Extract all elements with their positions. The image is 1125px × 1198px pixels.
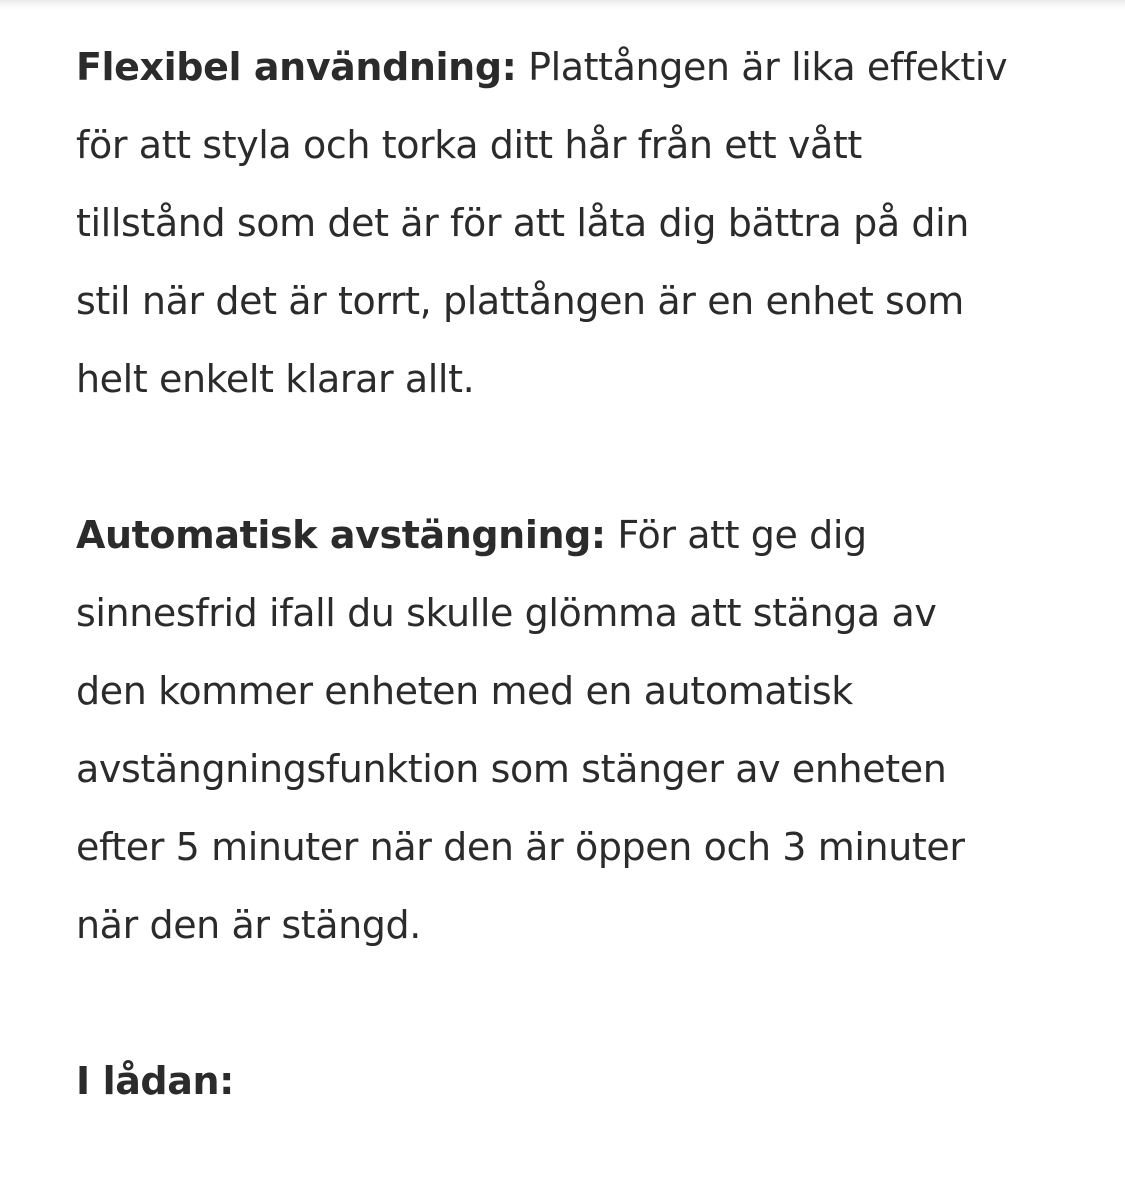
section-auto-shutoff [76,496,1076,964]
product-description [76,28,1076,1198]
text-line: för att styla och torka ditt hår från ett vått [76,123,862,167]
text-line: avstängningsfunktion som stänger av enheten [76,747,947,791]
top-edge-shadow [0,0,1125,10]
text-line: den kommer enheten med en automatisk [76,669,853,713]
text-line [76,1042,1076,1120]
text-line [76,28,1076,106]
text-line: stil när det är torrt, plattången är en enhet som [76,279,964,323]
section-label: Automatisk avstängning: [76,513,606,557]
section-flexible-use [76,28,1076,418]
text-line: tillstånd som det är för att låta dig bättra på din [76,201,969,245]
text-line: efter 5 minuter när den är öppen och 3 minuter [76,825,965,869]
text-fragment: Plattången är lika effektiv [516,45,1008,89]
section-in-the-box [76,1042,1076,1120]
text-line: helt enkelt klarar allt. [76,357,475,401]
text-fragment: För att ge dig [605,513,867,557]
section-label: Flexibel användning: [76,45,517,89]
text-line [76,496,1076,574]
text-line: när den är stängd. [76,903,421,947]
section-label: I lådan: [76,1059,234,1103]
text-line: sinnesfrid ifall du skulle glömma att stänga av [76,591,937,635]
